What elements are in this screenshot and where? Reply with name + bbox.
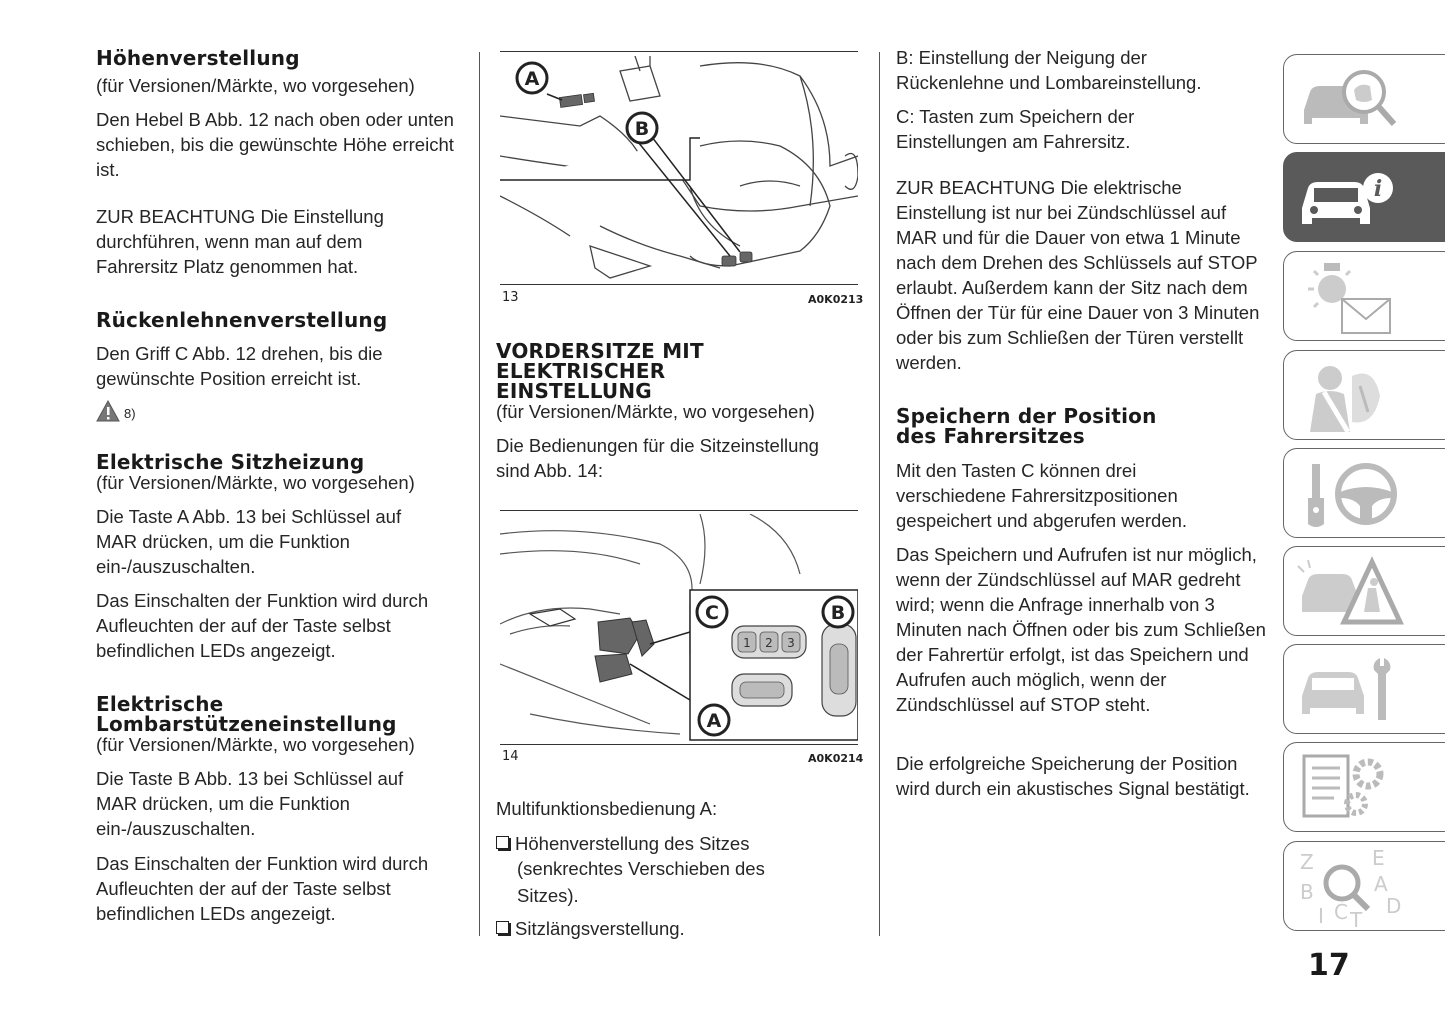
svg-text:T: T: [1350, 908, 1363, 927]
warning-ref-number: 8): [124, 406, 136, 421]
paragraph: C: Tasten zum Speichern der Einstellungen am Fahrersitz.: [896, 106, 1135, 152]
heading-lombar-1: Elektrische: [96, 692, 224, 716]
figure-14-controls-drawing: [500, 514, 858, 742]
figure-13-callout-a: A: [524, 68, 540, 90]
note: (für Versionen/Märkte, wo vorgesehen): [96, 472, 415, 493]
airbag-seatbelt-icon: [1294, 356, 1404, 436]
figure-rule: [500, 510, 858, 511]
tab-airbag-safety[interactable]: [1283, 350, 1445, 440]
figure-13-seat-drawing: [500, 56, 858, 282]
paragraph: Mit den Tasten C können drei verschiedene Fahrersitzpositionen gespeichert und abgerufen werden.: [896, 460, 1188, 531]
note: (für Versionen/Märkte, wo vorgesehen): [96, 734, 415, 755]
paragraph: Die Taste A Abb. 13 bei Schlüssel auf MAR drücken, um die Funktion ein-/auszuschalten.: [96, 506, 402, 577]
svg-text:E: E: [1372, 847, 1385, 870]
paragraph: Das Einschalten der Funktion wird durch Aufleuchten der auf der Taste selbst befindlichen LEDs angezeigt.: [96, 853, 429, 924]
figure-14-number: 14: [502, 749, 519, 764]
memory-button-2: 2: [765, 636, 773, 650]
figure-14-code: A0K0214: [808, 752, 864, 765]
warning-triangle-icon: [96, 400, 120, 422]
bullet-continuation: Sitzes).: [517, 885, 579, 906]
memory-button-3: 3: [787, 636, 795, 650]
svg-text:I: I: [1318, 904, 1324, 927]
paragraph: Das Speichern und Aufrufen ist nur möglich, wenn der Zündschlüssel auf MAR gedreht wird; wenn die Anfrage innerhalb von 3 Minuten nach Öffnen oder bis zum Schließen der Fahrertür erfolgt, ist das Speichern und Aufrufen auch möglich, wenn der Zündschlüssel auf STOP steht.: [896, 544, 1266, 715]
paragraph: Multifunktionsbedienung A:: [496, 798, 718, 819]
figure-rule: [500, 744, 858, 745]
car-info-icon: [1294, 158, 1404, 238]
warning-reference: [96, 400, 136, 427]
figure-14-callout-b: B: [830, 602, 846, 624]
paragraph: ZUR BEACHTUNG Die elektrische Einstellung ist nur bei Zündschlüssel auf MAR und für die Dauer von etwa 1 Minute nach dem Drehen des Schlüssels auf STOP erlaubt. Außerdem kann der Sitz nach dem Öffnen der Tür für eine Dauer von 3 Minuten oder bis zum Schließen der Türen verstellt werden.: [896, 177, 1260, 373]
bullet-box-icon: [496, 921, 509, 934]
figure-13-callout-b: B: [634, 118, 650, 140]
tab-key-steering[interactable]: [1283, 448, 1445, 538]
paragraph: B: Einstellung der Neigung der Rückenlehne und Lombareinstellung.: [896, 47, 1202, 93]
column-divider: [479, 52, 480, 936]
figure-rule: [500, 51, 858, 52]
figure-14-callout-a: A: [706, 710, 722, 732]
heading-vordersitze-2: ELEKTRISCHER: [496, 359, 666, 383]
figure-14-callout-c: C: [705, 602, 719, 624]
svg-text:B: B: [1300, 880, 1314, 904]
svg-text:Z: Z: [1300, 850, 1314, 874]
emergency-warning-icon: [1294, 552, 1404, 632]
technical-data-icon: [1294, 748, 1404, 828]
heading-hoehenverstellung: Höhenverstellung: [96, 46, 300, 70]
tab-car-info[interactable]: [1283, 152, 1445, 242]
paragraph: Den Griff C Abb. 12 drehen, bis die gewünschte Position erreicht ist.: [96, 343, 383, 389]
tab-technical-data[interactable]: [1283, 742, 1445, 832]
heading-sitzheizung: Elektrische Sitzheizung: [96, 450, 365, 474]
heading-rueckenlehnenverstellung: Rückenlehnenverstellung: [96, 308, 388, 332]
heading-speichern-1: Speichern der Position: [896, 404, 1157, 428]
svg-text:A: A: [1374, 872, 1388, 896]
paragraph: ZUR BEACHTUNG Die Einstellung durchführen, wenn man auf dem Fahrersitz Platz genommen hat.: [96, 206, 384, 277]
heading-speichern-2: des Fahrersitzes: [896, 424, 1085, 448]
index-search-icon: [1294, 847, 1404, 927]
bullet-item: Höhenverstellung des Sitzes: [496, 831, 749, 856]
bullet-item: Sitzlängsverstellung.: [496, 916, 685, 941]
paragraph: Die Bedienungen für die Sitzeinstellung sind Abb. 14:: [496, 435, 819, 481]
heading-lombar-2: Lombarstützeneinstellung: [96, 712, 397, 736]
memory-button-1: 1: [743, 636, 751, 650]
paragraph: Die erfolgreiche Speicherung der Position wird durch ein akustisches Signal bestätigt.: [896, 753, 1250, 799]
figure-13-number: 13: [502, 290, 519, 305]
heading-vordersitze-1: VORDERSITZE MIT: [496, 339, 704, 363]
column-divider: [879, 52, 880, 936]
svg-text:D: D: [1386, 894, 1402, 918]
svg-text:C: C: [1334, 900, 1348, 924]
tab-emergency[interactable]: [1283, 546, 1445, 636]
note: (für Versionen/Märkte, wo vorgesehen): [496, 401, 815, 422]
tab-index[interactable]: [1283, 841, 1445, 931]
bullet-box-icon: [496, 836, 509, 849]
paragraph: Die Taste B Abb. 13 bei Schlüssel auf MAR drücken, um die Funktion ein-/auszuschalten.: [96, 768, 404, 839]
page-number: 17: [1308, 948, 1350, 983]
key-steering-icon: [1294, 454, 1404, 534]
paragraph: Den Hebel B Abb. 12 nach oben oder unten schieben, bis die gewünschte Höhe erreicht ist.: [96, 109, 454, 180]
tab-maintenance[interactable]: [1283, 644, 1445, 734]
car-search-icon: [1294, 60, 1404, 140]
bullet-continuation: (senkrechtes Verschieben des: [517, 858, 765, 879]
note: (für Versionen/Märkte, wo vorgesehen): [96, 75, 415, 96]
figure-rule: [500, 284, 858, 285]
paragraph: Das Einschalten der Funktion wird durch Aufleuchten der auf der Taste selbst befindlichen LEDs angezeigt.: [96, 590, 429, 661]
info-glyph: i: [1373, 176, 1383, 202]
tab-car-search[interactable]: [1283, 54, 1445, 144]
car-maintenance-icon: [1294, 650, 1404, 730]
heading-vordersitze-3: EINSTELLUNG: [496, 379, 652, 403]
lights-message-icon: [1294, 257, 1404, 337]
figure-13-code: A0K0213: [808, 293, 864, 306]
tab-lights-messages[interactable]: [1283, 251, 1445, 341]
